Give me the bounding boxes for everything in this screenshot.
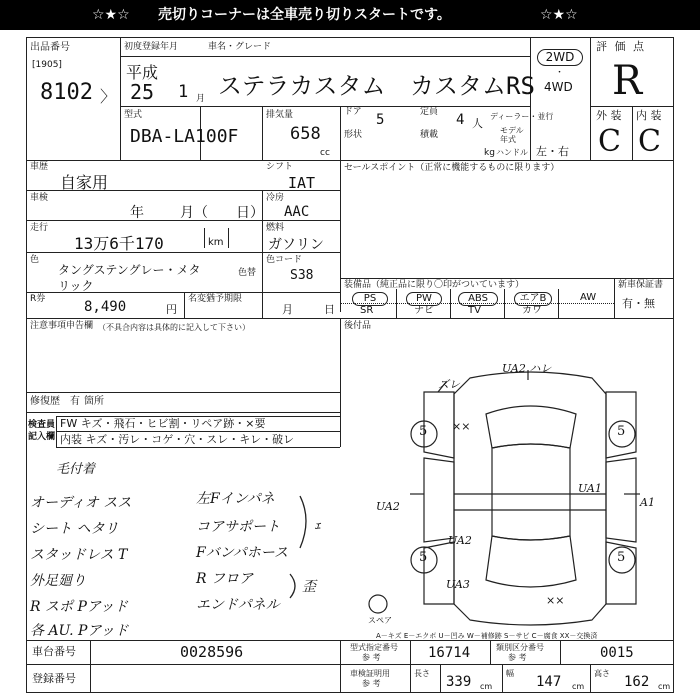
banner-stars-right: ☆★☆ [540, 7, 578, 23]
hw-right-2: コアサポート [196, 519, 280, 535]
height-unit: cm [658, 682, 671, 691]
inspection-year: 年 [130, 205, 144, 221]
hw-right-1: 左Fインパネ [196, 491, 275, 507]
ac-label: 冷房 [266, 193, 285, 203]
width-label: 幅 [506, 669, 514, 678]
repair-value: 有 [70, 396, 80, 407]
shift-value: IAT [288, 174, 316, 192]
equip-airbag: エアB [514, 292, 552, 306]
load-unit: kg [484, 148, 495, 158]
lot-number: 8102 [40, 80, 93, 105]
diagram-mark-11: A1 [640, 496, 655, 509]
inspection-label: 車検 [30, 193, 49, 203]
diagram-mark-4: 5 [419, 424, 428, 439]
height-value: 162 [624, 674, 650, 690]
equip-ps: PS [352, 292, 388, 306]
model-label: 型式 [124, 110, 143, 120]
hw-right-4: R フロア [196, 571, 253, 587]
fuel-label: 燃料 [266, 223, 285, 233]
model-year-label1: モデル [500, 126, 524, 135]
name-change-label: 名変猶予期限 [188, 294, 243, 304]
shape-label: 形状 [344, 130, 363, 140]
inspector-ext-row: FW キズ・飛石・ヒビ割・リペア跡・×要 [60, 417, 266, 430]
equip-aw: AW [580, 292, 597, 303]
type-sub: 参 考 [362, 653, 381, 662]
inspector-int-row: 内装 キズ・汚レ・コゲ・穴・スレ・キレ・破レ [60, 433, 295, 446]
new-warranty-label: 新車保証書 [618, 280, 664, 290]
car-side-left [424, 458, 454, 542]
hw-left-5: R スポ Pアッド [30, 599, 128, 615]
rating-value: R [612, 58, 643, 104]
color-value-line2: リック [58, 279, 94, 293]
hw-mark-2: 歪 [302, 579, 316, 595]
seats-label: 定員 [420, 107, 439, 117]
type-value: 16714 [428, 645, 471, 661]
registration-month: 1 [178, 82, 189, 102]
hw-left-1: オーディオ スス [30, 495, 132, 511]
diagram-mark-3: ×× [452, 420, 471, 433]
sales-point-label: セールスポイント（正常に機能するものに限ります） [344, 163, 560, 173]
diagram-legend: A－キズ E－エクボ U－凹み W－補修跡 S－サビ C－腐食 XX－交換済 [376, 632, 598, 640]
doors-label: ドア [344, 107, 362, 117]
equipment-label: 装備品（純正品に限り〇印がついています） [344, 280, 525, 290]
diagram-mark-12: UA3 [446, 578, 470, 591]
hw-mark-1: ｪ [314, 517, 321, 533]
seats-unit: 人 [472, 117, 483, 130]
mileage-unit: km [208, 237, 224, 248]
equip-tv: TV [468, 305, 481, 316]
hw-left-3: スタッドレス T [30, 547, 128, 563]
hw-left-6: 各 AU. Pアッド [30, 623, 129, 639]
r-tax-label: R券 [30, 294, 46, 304]
displacement-label: 排気量 [266, 110, 294, 120]
usage-value: 自家用 [60, 173, 109, 192]
type-label: 型式指定番号 [350, 643, 398, 652]
rating-int: C [638, 124, 661, 159]
notes-label: 注意事項申告欄 [30, 321, 94, 331]
width-unit: cm [572, 682, 585, 691]
drive-2wd: 2WD [537, 49, 583, 66]
dealer-label: ディーラー・並行 [490, 112, 554, 121]
registration-month-unit: 月 [196, 94, 206, 104]
doors-value: 5 [376, 112, 385, 128]
drive-dot: ・ [555, 68, 565, 78]
handle-label: ハンドル [496, 148, 528, 157]
cat-value: 0015 [600, 645, 634, 661]
diagram-mark-1: ズレ [438, 378, 460, 391]
registration-label: 初度登録年月 [124, 42, 179, 52]
cat-label: 類別区分番号 [496, 643, 544, 652]
mileage-value: 13万6千170 [74, 234, 164, 253]
car-roof [492, 444, 570, 540]
repair-label: 修復歴 [30, 396, 60, 407]
car-name-label: 車名・グレード [208, 42, 272, 52]
equip-pw: PW [406, 292, 442, 306]
displacement-unit: cc [320, 148, 330, 158]
lot-sub: [1905] [32, 60, 62, 70]
registration-year: 25 [130, 80, 155, 104]
car-side-right [606, 458, 636, 542]
color-code: S38 [290, 268, 314, 283]
hw-top: 毛付着 [56, 462, 96, 477]
height-label: 高さ [594, 669, 610, 678]
inspection-month: 月（ [180, 205, 208, 221]
inspector-label1: 検査員 [28, 420, 56, 430]
new-warranty-value: 有・無 [622, 297, 655, 310]
car-hood-left [424, 392, 454, 458]
color-value-line1: タングステングレー・メタ [58, 263, 201, 277]
hw-right-3: Fバンパホース [196, 545, 289, 561]
reg-label: 登録番号 [32, 672, 76, 685]
color-label: 色 [30, 255, 40, 265]
rating-ext-label: 外 装 [596, 109, 622, 122]
car-name: ステラカスタム [218, 72, 386, 100]
diagram-mark-10: UA2 [448, 534, 472, 547]
rating-label: 評 価 点 [596, 40, 646, 53]
cert-label: 車検証明用 [350, 669, 390, 678]
mileage-label: 走行 [30, 223, 49, 233]
diagram-mark-7: 5 [617, 550, 626, 565]
notes-sub: （不具合内容は具体的に記入して下さい） [98, 323, 250, 332]
chassis-label: 車台番号 [32, 645, 76, 658]
inspection-day: 日） [236, 205, 264, 221]
displacement-value: 658 [290, 124, 321, 144]
registration-era: 平成 [126, 63, 159, 82]
fuel-value: ガソリン [268, 237, 324, 253]
lot-bracket: 〉 [100, 87, 117, 106]
diagram-mark-13: ×× [546, 594, 565, 607]
model-year-label2: 年式 [500, 135, 516, 144]
cat-sub: 参 考 [508, 653, 527, 662]
seats-value: 4 [456, 112, 465, 128]
cert-sub: 参 考 [362, 679, 381, 688]
diagram-mark-6: 5 [419, 550, 428, 565]
rating-int-label: 内 装 [636, 109, 662, 122]
color-code-label2: 色コード [266, 255, 303, 265]
banner-text: 売切りコーナーは全車売り切りスタートです。 [158, 7, 451, 23]
equip-sr: SR [360, 305, 374, 316]
diagram-mark-5: 5 [617, 424, 626, 439]
diagram-mark-9: UA2 [376, 500, 400, 513]
length-value: 339 [446, 674, 472, 690]
width-value: 147 [536, 674, 562, 690]
color-code-label: 色替 [238, 268, 257, 278]
diagram-mark-14: スペア [368, 616, 392, 625]
r-tax-value: 8,490 [84, 299, 127, 315]
length-unit: cm [480, 682, 493, 691]
equip-leather: カワ [522, 305, 542, 316]
drive-4wd: 4WD [544, 80, 573, 94]
ac-value: AAC [284, 204, 310, 220]
usage-label: 車歴 [30, 162, 49, 172]
diagram-mark-8: UA1 [578, 482, 602, 495]
banner-stars-left: ☆★☆ [92, 7, 130, 23]
hw-left-2: シート ヘタリ [30, 521, 119, 537]
spare-tire [369, 595, 387, 613]
car-front-windshield [486, 406, 576, 448]
repair-unit: 箇所 [84, 396, 104, 407]
inspector-label2: 記入欄 [28, 432, 56, 442]
hw-right-5: エンドパネル [196, 597, 280, 613]
length-label: 長さ [414, 669, 430, 678]
equip-navi: ナビ [414, 305, 434, 316]
car-grade: カスタムRS [410, 72, 535, 100]
shift-label: シフト [266, 162, 294, 172]
car-rear-window [486, 536, 576, 587]
load-label: 積載 [420, 130, 439, 140]
lot-label: 出品番号 [30, 42, 70, 53]
name-change-day: 日 [324, 303, 335, 316]
car-rear-left [424, 542, 454, 604]
post-install-label: 後付品 [344, 321, 372, 331]
equip-abs: ABS [458, 292, 498, 306]
model-value: DBA-LA100F [130, 126, 239, 147]
diagram-mark-2: UA2 ハレ [502, 362, 552, 375]
handle-value: 左・右 [536, 145, 569, 158]
hw-left-4: 外足廻り [30, 573, 86, 589]
chassis-value: 0028596 [180, 643, 244, 661]
rating-ext: C [598, 124, 621, 159]
name-change-month: 月 [282, 303, 293, 316]
r-tax-unit: 円 [166, 303, 177, 316]
